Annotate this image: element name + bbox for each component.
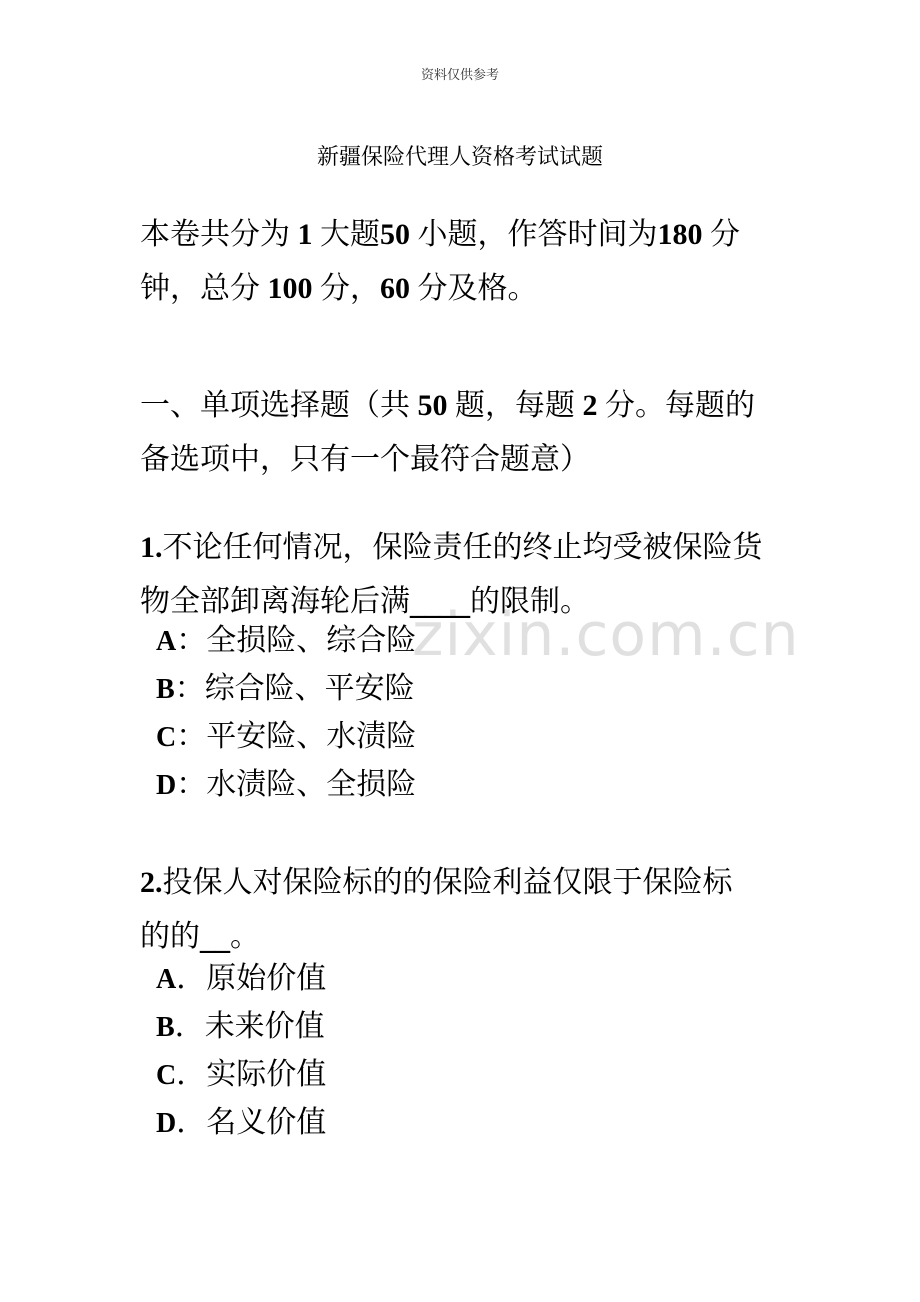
option-separator: ． (176, 1105, 207, 1140)
option-separator: ： (176, 623, 207, 658)
option-letter: D (156, 1108, 177, 1139)
question-1-line-2: 物全部卸离海轮后满____的限制。 (140, 584, 590, 619)
option-letter: A (156, 964, 177, 995)
intro-text: 大题 (320, 217, 380, 252)
intro-number: 180 (657, 218, 703, 251)
question-1 (140, 521, 790, 629)
section-text: 一、单项选择题（共 (140, 388, 410, 423)
question-1-line-1 (140, 521, 790, 575)
intro-text: 分， (320, 271, 380, 306)
option-separator: ． (176, 1057, 207, 1092)
intro-text: 分及格。 (417, 271, 538, 306)
option-letter: C (156, 1060, 177, 1091)
section-heading (140, 379, 790, 487)
intro-text: 钟，总分 (140, 271, 260, 306)
question-2-options (156, 955, 326, 1147)
section-line-1 (140, 379, 790, 433)
question-number: 1. (140, 531, 163, 564)
intro-number: 100 (267, 272, 313, 305)
option-row[interactable] (156, 1099, 326, 1147)
question-2-line-2: 的的__。 (140, 919, 260, 954)
option-separator: ： (176, 767, 207, 802)
option-row[interactable] (156, 665, 416, 713)
question-1-options (156, 617, 416, 809)
option-text: 名义价值 (206, 1105, 327, 1140)
section-text: 分。每题的 (605, 388, 755, 423)
watermark: zixin.com.cn (412, 600, 800, 670)
intro-number: 1 (297, 218, 313, 251)
option-text: 水渍险、全损险 (206, 767, 417, 802)
option-row[interactable] (156, 617, 416, 665)
intro-text: 小题，作答时间为 (417, 217, 658, 252)
intro-line-2 (140, 262, 790, 316)
option-text: 未来价值 (204, 1009, 325, 1044)
section-text: 题，每题 (455, 388, 575, 423)
intro-number: 50 (380, 218, 410, 251)
option-row[interactable] (156, 1003, 326, 1051)
option-text: 平安险、水渍险 (206, 719, 417, 754)
option-separator: ． (176, 961, 207, 996)
option-text: 原始价值 (206, 961, 327, 996)
option-letter: B (156, 674, 175, 705)
option-text: 全损险、综合险 (206, 623, 417, 658)
section-number: 50 (417, 389, 448, 422)
option-separator: ： (176, 719, 207, 754)
option-text: 综合险、平安险 (204, 671, 415, 706)
question-text: 投保人对保险标的的保险利益仅限于保险标 (162, 865, 733, 900)
option-letter: A (156, 626, 177, 657)
header-note: 资料仅供参考 (420, 68, 499, 83)
question-text: 不论任何情况，保险责任的终止均受被保险货 (162, 530, 763, 565)
option-text: 实际价值 (206, 1057, 327, 1092)
intro-line-1 (140, 208, 790, 262)
intro-text: 本卷共分为 (140, 217, 290, 252)
intro-number: 60 (380, 272, 410, 305)
section-line-2: 备选项中，只有一个最符合题意） (140, 442, 590, 477)
section-number: 2 (582, 389, 598, 422)
option-letter: B (156, 1012, 175, 1043)
question-number: 2. (140, 866, 163, 899)
option-separator: ： (174, 671, 205, 706)
intro-paragraph (140, 208, 790, 316)
option-letter: D (156, 770, 177, 801)
intro-text: 分 (710, 217, 740, 252)
option-separator: ． (174, 1009, 205, 1044)
option-letter: C (156, 722, 177, 753)
question-2 (140, 856, 790, 964)
question-2-line-1 (140, 856, 790, 910)
option-row[interactable] (156, 955, 326, 1003)
document-title: 新疆保险代理人资格考试试题 (316, 145, 603, 170)
option-row[interactable] (156, 761, 416, 809)
option-row[interactable] (156, 713, 416, 761)
option-row[interactable] (156, 1051, 326, 1099)
